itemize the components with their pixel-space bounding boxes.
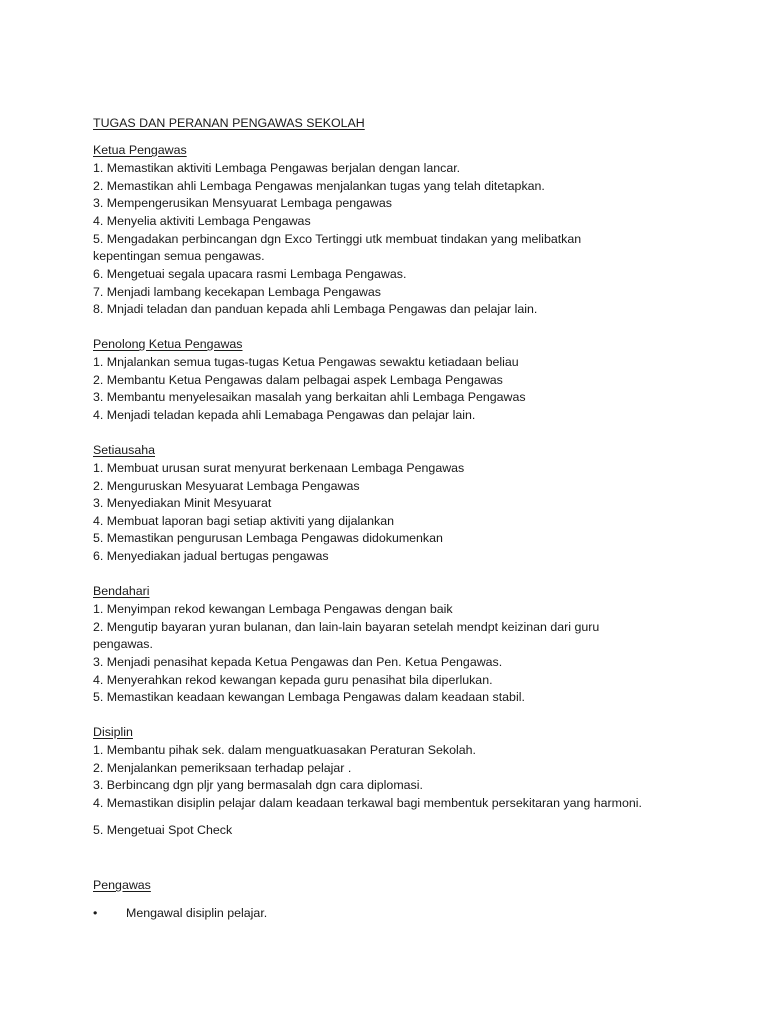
list-item: 5. Memastikan pengurusan Lembaga Pengawas didokumenkan: [93, 531, 443, 545]
section-heading-ketua: Ketua Pengawas: [93, 143, 187, 157]
list-item: 4. Membuat laporan bagi setiap aktiviti yang dijalankan: [93, 514, 394, 528]
document-title: TUGAS DAN PERANAN PENGAWAS SEKOLAH: [93, 116, 365, 130]
list-item: 1. Memastikan aktiviti Lembaga Pengawas berjalan dengan lancar.: [93, 161, 461, 175]
list-item: 3. Menjadi penasihat kepada Ketua Pengawas dan Pen. Ketua Pengawas.: [93, 655, 503, 669]
bullet-icon: •: [93, 906, 98, 920]
bullet-list-item: Mengawal disiplin pelajar.: [126, 906, 268, 920]
list-item: 1. Menyimpan rekod kewangan Lembaga Pengawas dengan baik: [93, 602, 453, 616]
list-item-continuation: pengawas.: [93, 637, 153, 651]
list-item: 2. Membantu Ketua Pengawas dalam pelbagai aspek Lembaga Pengawas: [93, 373, 503, 387]
list-item: 6. Mengetuai segala upacara rasmi Lembaga Pengawas.: [93, 267, 407, 281]
list-item: 1. Mnjalankan semua tugas-tugas Ketua Pengawas sewaktu ketiadaan beliau: [93, 355, 519, 369]
list-item: 5. Memastikan keadaan kewangan Lembaga Pengawas dalam keadaan stabil.: [93, 690, 525, 704]
list-item: 1. Membantu pihak sek. dalam menguatkuasakan Peraturan Sekolah.: [93, 743, 476, 757]
section-heading-setiausaha: Setiausaha: [93, 443, 156, 457]
list-item: 7. Menjadi lambang kecekapan Lembaga Pengawas: [93, 285, 381, 299]
list-item: 1. Membuat urusan surat menyurat berkenaan Lembaga Pengawas: [93, 461, 465, 475]
list-item: 2. Mengutip bayaran yuran bulanan, dan lain-lain bayaran setelah mendpt keizinan dari guru: [93, 620, 600, 634]
section-heading-penolong: Penolong Ketua Pengawas: [93, 337, 243, 351]
list-item: 3. Menyediakan Minit Mesyuarat: [93, 496, 272, 510]
list-item: 5. Mengetuai Spot Check: [93, 823, 233, 837]
list-item: 2. Memastikan ahli Lembaga Pengawas menjalankan tugas yang telah ditetapkan.: [93, 179, 545, 193]
list-item: 4. Menyerahkan rekod kewangan kepada guru penasihat bila diperlukan.: [93, 673, 493, 687]
list-item: 8. Mnjadi teladan dan panduan kepada ahli Lembaga Pengawas dan pelajar lain.: [93, 302, 538, 316]
section-heading-bendahari: Bendahari: [93, 584, 150, 598]
list-item: 4. Memastikan disiplin pelajar dalam keadaan terkawal bagi membentuk persekitaran yang harmoni.: [93, 796, 642, 810]
list-item: 5. Mengadakan perbincangan dgn Exco Tertinggi utk membuat tindakan yang melibatkan: [93, 232, 582, 246]
list-item: 3. Membantu menyelesaikan masalah yang berkaitan ahli Lembaga Pengawas: [93, 390, 526, 404]
list-item: 2. Menguruskan Mesyuarat Lembaga Pengawas: [93, 479, 360, 493]
list-item-continuation: kepentingan semua pengawas.: [93, 249, 265, 263]
section-heading-disiplin: Disiplin: [93, 725, 133, 739]
section-heading-pengawas: Pengawas: [93, 878, 151, 892]
list-item: 3. Berbincang dgn pljr yang bermasalah dgn cara diplomasi.: [93, 778, 423, 792]
list-item: 2. Menjalankan pemeriksaan terhadap pelajar .: [93, 761, 352, 775]
list-item: 3. Mempengerusikan Mensyuarat Lembaga pengawas: [93, 196, 392, 210]
list-item: 4. Menjadi teladan kepada ahli Lemabaga Pengawas dan pelajar lain.: [93, 408, 476, 422]
list-item: 4. Menyelia aktiviti Lembaga Pengawas: [93, 214, 311, 228]
list-item: 6. Menyediakan jadual bertugas pengawas: [93, 549, 329, 563]
